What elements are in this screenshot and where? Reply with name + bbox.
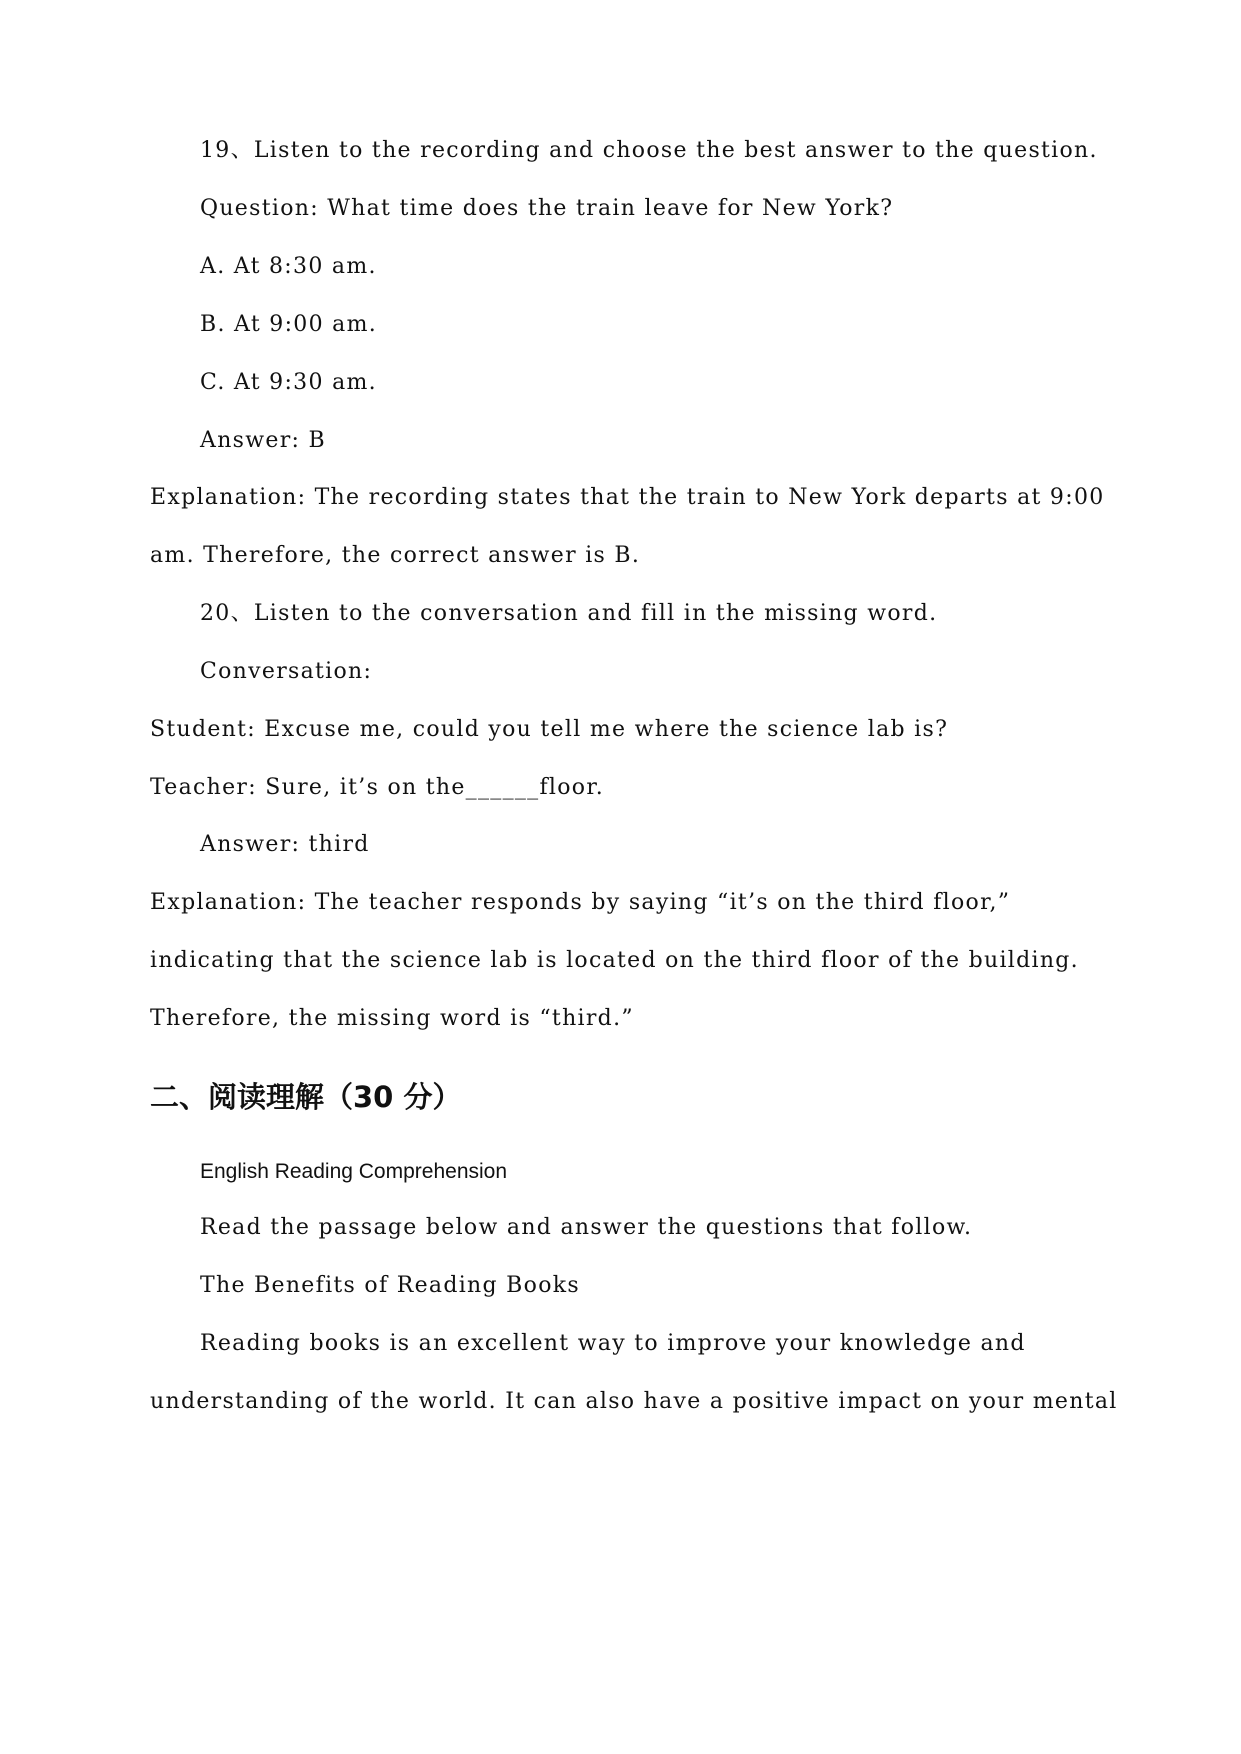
q19-explanation-line: am. Therefore, the correct answer is B. xyxy=(150,543,641,568)
section-heading: 二、阅读理解（30 分） xyxy=(150,1080,462,1114)
q19-answer: Answer: B xyxy=(200,428,326,453)
q20-student-line: Student: Excuse me, could you tell me where the science lab is? xyxy=(150,717,949,742)
reading-instruction: Read the passage below and answer the questions that follow. xyxy=(200,1215,973,1240)
passage-line: understanding of the world. It can also have a positive impact on your mental xyxy=(150,1389,1118,1414)
q20-conversation-label: Conversation: xyxy=(200,659,373,684)
q19-option-b: B. At 9:00 am. xyxy=(200,312,378,337)
q20-prompt: 20、Listen to the conversation and fill in the missing word. xyxy=(200,601,938,626)
q19-explanation-line: Explanation: The recording states that the train to New York departs at 9:00 xyxy=(150,485,1105,510)
q20-explanation-line: Therefore, the missing word is “third.” xyxy=(150,1006,634,1031)
q19-prompt: 19、Listen to the recording and choose the best answer to the question. xyxy=(200,138,1098,163)
passage-line: Reading books is an excellent way to improve your knowledge and xyxy=(200,1331,1026,1356)
q20-teacher-line: Teacher: Sure, it’s on the______floor. xyxy=(150,775,605,800)
q20-explanation-line: indicating that the science lab is located on the third floor of the building. xyxy=(150,948,1079,973)
q19-option-c: C. At 9:30 am. xyxy=(200,370,377,395)
passage-title: The Benefits of Reading Books xyxy=(200,1273,580,1298)
q20-answer: Answer: third xyxy=(200,832,370,857)
q19-question: Question: What time does the train leave for New York? xyxy=(200,196,894,221)
section-subheading: English Reading Comprehension xyxy=(200,1160,508,1183)
q19-option-a: A. At 8:30 am. xyxy=(200,254,377,279)
q20-explanation-line: Explanation: The teacher responds by saying “it’s on the third floor,” xyxy=(150,890,1011,915)
